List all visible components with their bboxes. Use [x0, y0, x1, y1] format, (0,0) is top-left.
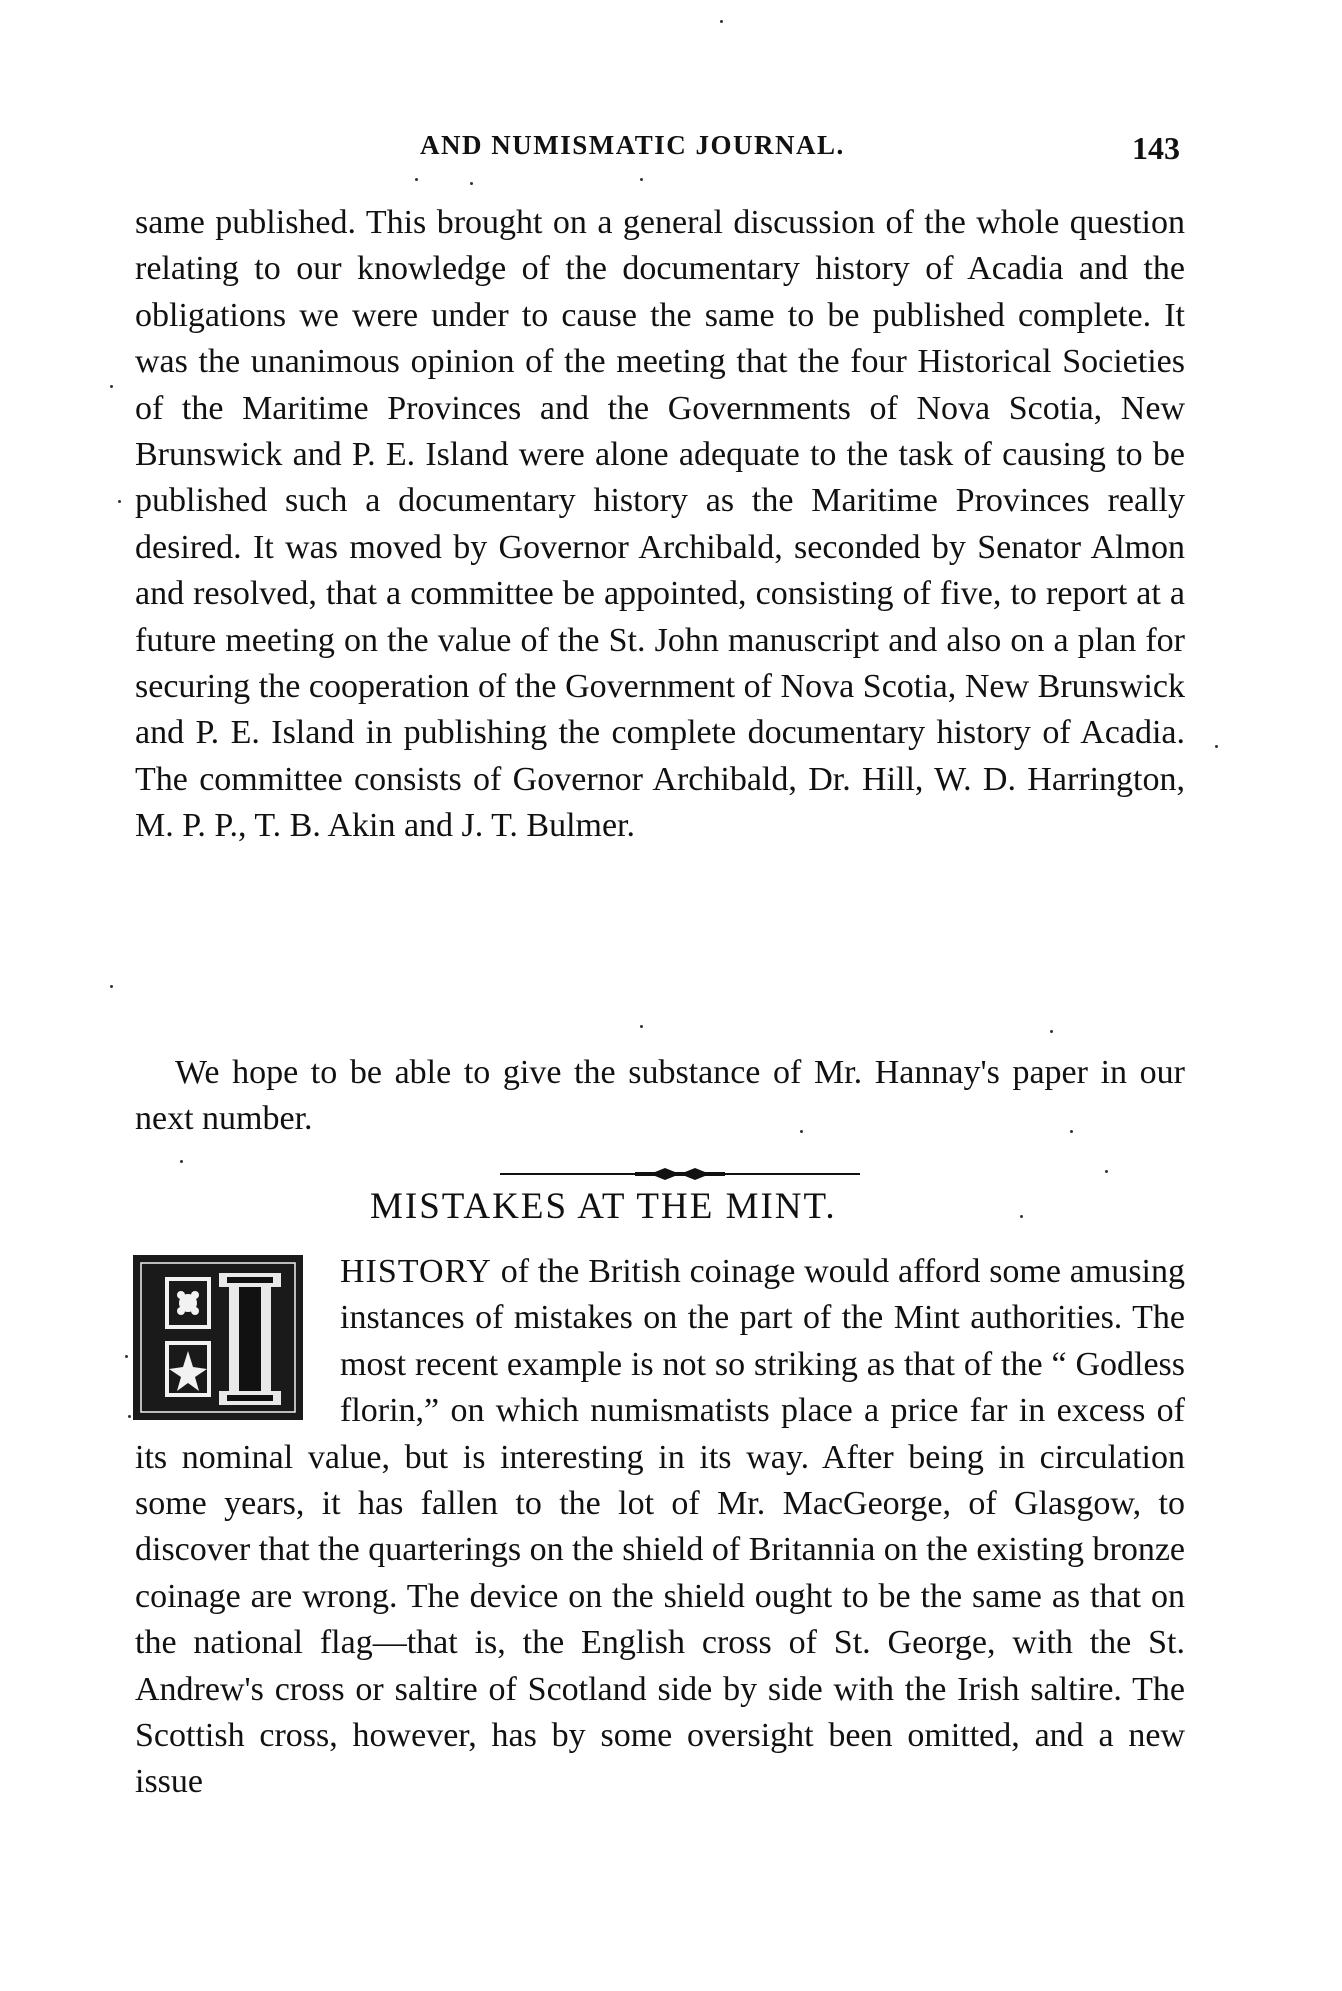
paragraph-note — [135, 1050, 1185, 1143]
paragraph-continuation — [135, 200, 1185, 850]
section-body — [135, 1249, 1185, 1806]
page-number: 143 — [1132, 130, 1180, 166]
paragraph-1-text: same published. This brought on a general discussion of the whole question relating to our knowledge of the documentary history of Acadia and the obligations we were under to cause the same to be published complete. It was the unanimous opinion of the meeting that the four Historical Societies of the Maritime Provinces and the Governments of Nova Scotia, New Brunswick and P. E. Island were alone adequate to the task of causing to be published such a documentary history as the Maritime Provinces really desired. It was moved by Governor Archibald, seconded by Senator Almon and resolved, that a committee be appointed, consisting of five, to report at a future meeting on the value of the St. John manuscript and also on a plan for securing the cooperation of the Government of Nova Scotia, New Brunswick and P. E. Island in publishing the complete documentary history of Acadia. The committee consists of Governor Archibald, Dr. Hill, W. D. Harrington, M. P. P., T. B. Akin and J. T. Bulmer. — [135, 204, 1185, 845]
paragraph-2-text: We hope to be able to give the substance of Mr. Hannay's paper in our next number. — [135, 1054, 1185, 1138]
drop-cap-space — [135, 1249, 340, 1427]
section-heading: MISTAKES AT THE MINT. — [370, 1186, 837, 1227]
section-divider-ornament — [500, 1164, 860, 1184]
section-body-text: of the British coinage would afford some amusing instances of mistakes on the part of the Mint authorities. The most recent example is not so striking as that of the “ Godless florin,” on which numismatists place a price far in excess of its nominal value, but is interesting in its way. After being in circulation some years, it has fallen to the lot of Mr. MacGeorge, of Glasgow, to discover that the quarterings on the shield of Britannia on the existing bronze coinage are wrong. The device on the shield ought to be the same as that on the national flag—that is, the English cross of St. George, with the St. Andrew's cross or saltire of Scotland side by side with the Irish saltire. The Scottish cross, however, has by some oversight been omitted, and a new issue — [135, 1253, 1186, 1801]
section-first-word: HISTORY — [340, 1253, 492, 1290]
running-head-title: AND NUMISMATIC JOURNAL. — [420, 130, 845, 160]
running-head — [420, 130, 1180, 170]
